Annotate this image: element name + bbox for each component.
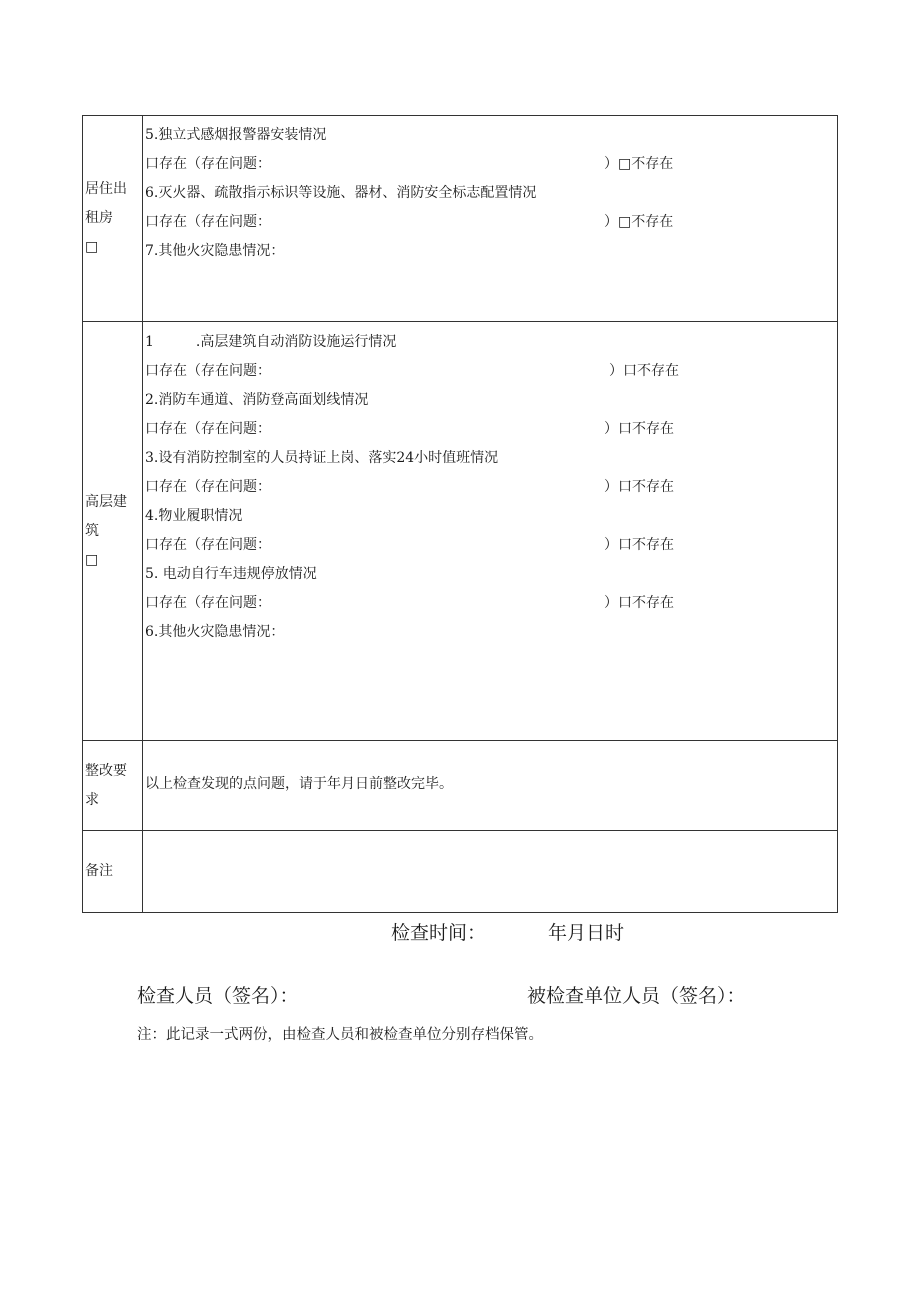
highrise-item1-number: 1 [145, 334, 154, 350]
remarks-label: 备注 [85, 863, 113, 879]
highrise-item3-options [145, 473, 837, 502]
rental-item6: 6.灭火器、疏散指示标识等设施、器材、消防安全标志配置情况 [145, 185, 537, 201]
highrise-row [83, 322, 838, 741]
highrise-item5: 5. 电动自行车违规停放情况 [145, 566, 317, 582]
highrise-item1 [145, 328, 837, 357]
highrise-item2-exist-option[interactable]: 口存在（存在问题： [145, 421, 271, 437]
highrise-item5-options [145, 589, 837, 618]
rectify-label-line2: 求 [85, 791, 99, 808]
rectify-text: 以上检查发现的点问题，请于年月日前整改完毕。 [145, 776, 453, 792]
highrise-item4-notexist-option[interactable]: ）口不存在 [604, 537, 674, 553]
inspection-time-label: 检查时间： [391, 922, 487, 944]
highrise-item4: 4.物业履职情况 [145, 508, 243, 524]
inspection-table [82, 115, 838, 913]
highrise-item4-options [145, 531, 837, 560]
rental-item5-options [145, 150, 837, 179]
highrise-item3-notexist-option[interactable]: ）口不存在 [604, 479, 674, 495]
highrise-item1-exist-option[interactable]: 口存在（存在问题： [145, 363, 271, 379]
rectify-label-cell [83, 741, 143, 831]
rental-row [83, 116, 838, 322]
highrise-item5-notexist-option[interactable]: ）口不存在 [604, 595, 674, 611]
highrise-label-cell [83, 322, 143, 741]
rental-item6-notexist-option[interactable]: ）□不存在 [604, 214, 674, 230]
rental-checkbox[interactable]: □ [85, 239, 99, 255]
inspector-signature[interactable]: 检查人员（签名）： [137, 985, 299, 1007]
highrise-label-line2: 筑 [85, 522, 99, 539]
remarks-content-cell[interactable] [143, 831, 838, 913]
highrise-content-cell [143, 322, 838, 741]
highrise-item5-exist-option[interactable]: 口存在（存在问题： [145, 595, 271, 611]
rental-item6-options [145, 208, 837, 237]
rental-item5-notexist-option[interactable]: ）□不存在 [604, 156, 674, 172]
rental-content-cell [143, 116, 838, 322]
highrise-item2: 2.消防车通道、消防登高面划线情况 [145, 392, 369, 408]
rental-label-line2: 租房 [85, 210, 113, 226]
highrise-item2-options [145, 415, 837, 444]
inspection-time-value[interactable]: 年月日时 [548, 922, 625, 944]
highrise-item3-exist-option[interactable]: 口存在（存在问题： [145, 479, 271, 495]
rental-label-cell [83, 116, 143, 322]
highrise-label-line1: 高层建 [85, 493, 127, 510]
rental-item7: 7.其他火灾隐患情况： [145, 243, 285, 259]
rental-label-line1: 居住出 [85, 181, 127, 197]
rectify-content-cell [143, 741, 838, 831]
highrise-item2-notexist-option[interactable]: ）口不存在 [604, 421, 674, 437]
highrise-item3: 3.设有消防控制室的人员持证上岗、落实24小时值班情况 [145, 450, 499, 466]
rental-item5-exist-option[interactable]: 口存在（存在问题： [145, 156, 271, 172]
inspection-time [391, 918, 624, 945]
highrise-checkbox[interactable]: □ [85, 551, 99, 568]
footnote: 注：此记录一式两份，由检查人员和被检查单位分别存档保管。 [137, 1027, 543, 1043]
highrise-item6: 6.其他火灾隐患情况： [145, 624, 285, 640]
rectify-row [83, 741, 838, 831]
inspected-unit-signature[interactable]: 被检查单位人员（签名）： [527, 985, 746, 1007]
highrise-item1-text: .高层建筑自动消防设施运行情况 [195, 334, 397, 350]
remarks-label-cell [83, 831, 143, 913]
highrise-item1-notexist-option[interactable]: ）口不存在 [609, 363, 679, 379]
remarks-row [83, 831, 838, 913]
highrise-item4-exist-option[interactable]: 口存在（存在问题： [145, 537, 271, 553]
rental-item6-exist-option[interactable]: 口存在（存在问题： [145, 214, 271, 230]
highrise-item1-options [145, 357, 837, 386]
rectify-label-line1: 整改要 [85, 762, 127, 779]
rental-item5: 5.独立式感烟报警器安装情况 [145, 127, 327, 143]
